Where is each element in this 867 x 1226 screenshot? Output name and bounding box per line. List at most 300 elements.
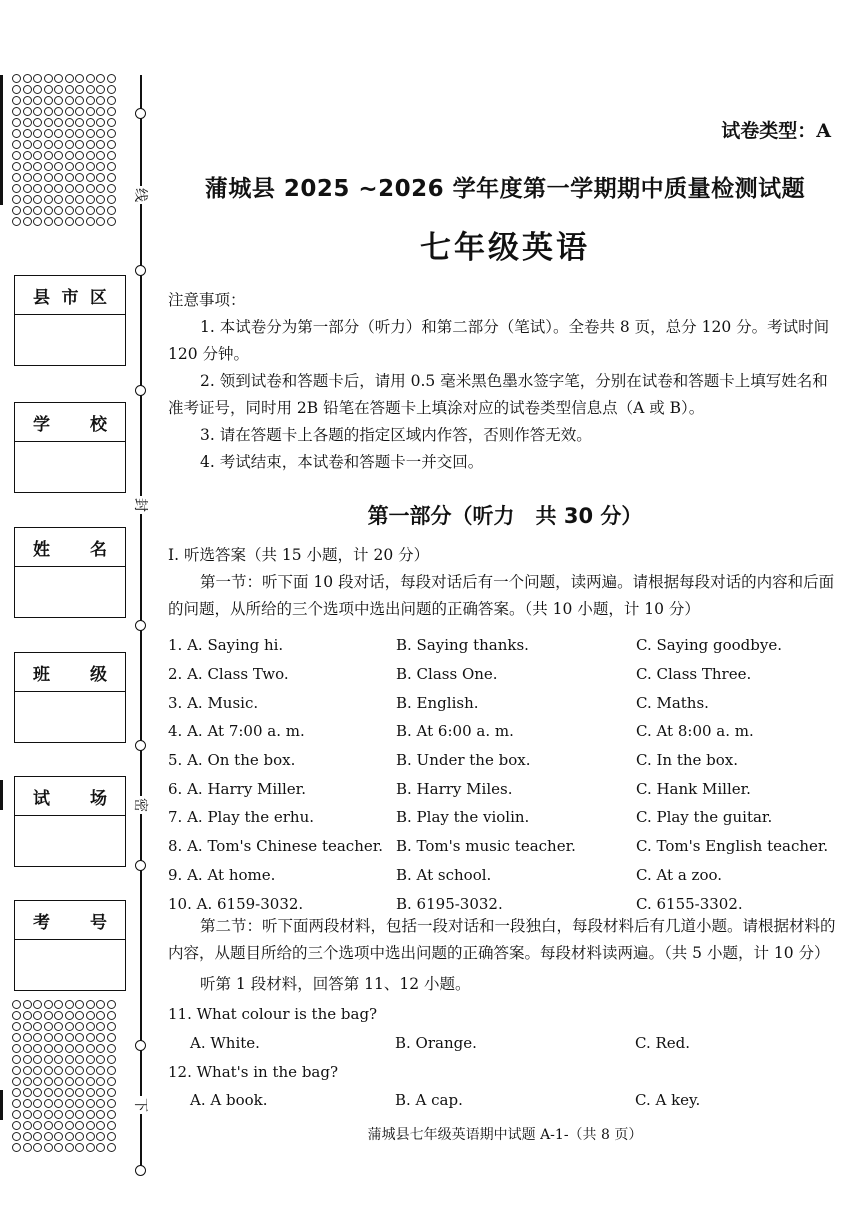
dot <box>107 1055 116 1064</box>
question-options <box>190 1034 690 1052</box>
dot <box>44 217 53 226</box>
dot <box>54 217 63 226</box>
dot <box>96 1088 105 1097</box>
dot <box>96 184 105 193</box>
dot <box>23 1121 32 1130</box>
dot <box>107 1033 116 1042</box>
dot <box>65 173 74 182</box>
page-footer: 蒲城县七年级英语期中试题 A-1-（共 8 页） <box>367 1127 643 1143</box>
binding-char: 线 <box>131 186 151 204</box>
listening-note: 听第 1 段材料，回答第 11、12 小题。 <box>200 975 471 993</box>
question-row <box>168 688 836 717</box>
dot <box>86 129 95 138</box>
dot <box>86 1022 95 1031</box>
name-box[interactable] <box>14 527 126 618</box>
option-a[interactable]: 6. A. Harry Miller. <box>168 779 306 798</box>
dot <box>86 85 95 94</box>
dot <box>96 1077 105 1086</box>
option-c[interactable]: C. At a zoo. <box>636 865 723 884</box>
question-row <box>168 631 836 660</box>
dot <box>54 1110 63 1119</box>
dot <box>75 1066 84 1075</box>
dot <box>12 1066 21 1075</box>
option-a[interactable]: 4. A. At 7:00 a. m. <box>168 722 305 741</box>
question-options <box>190 1091 700 1109</box>
dot <box>65 206 74 215</box>
dot <box>23 96 32 105</box>
dot <box>107 1000 116 1009</box>
dot <box>33 151 42 160</box>
dot <box>12 195 21 204</box>
edge-mark <box>0 1090 3 1120</box>
box-label: 班 <box>33 664 50 685</box>
dot <box>44 162 53 171</box>
dot <box>96 1022 105 1031</box>
dot <box>96 173 105 182</box>
dot <box>96 1044 105 1053</box>
option-b[interactable]: B. Orange. <box>395 1034 477 1052</box>
dot <box>12 1055 21 1064</box>
dot <box>75 1011 84 1020</box>
dot <box>44 1077 53 1086</box>
school-box[interactable] <box>14 402 126 493</box>
section-2 <box>168 913 836 967</box>
dot <box>86 151 95 160</box>
dot <box>65 107 74 116</box>
dot <box>107 1121 116 1130</box>
dot <box>44 151 53 160</box>
dot <box>96 1132 105 1141</box>
dot <box>44 140 53 149</box>
dot <box>23 195 32 204</box>
option-c[interactable]: C. Hank Miller. <box>636 779 751 798</box>
dot <box>54 1088 63 1097</box>
dot <box>44 74 53 83</box>
dot <box>65 217 74 226</box>
dot <box>12 1011 21 1020</box>
dot <box>75 195 84 204</box>
dot <box>107 129 116 138</box>
option-c[interactable]: C. At 8:00 a. m. <box>636 722 754 741</box>
dot <box>107 1099 116 1108</box>
dot <box>12 217 21 226</box>
dot <box>65 1121 74 1130</box>
binding-hole <box>135 385 146 396</box>
option-a[interactable]: 7. A. Play the erhu. <box>168 808 314 827</box>
paper-type: 试卷类型：A <box>721 120 831 142</box>
dot <box>33 140 42 149</box>
dot <box>54 118 63 127</box>
dot <box>23 1132 32 1141</box>
dot <box>54 1099 63 1108</box>
dot-pattern <box>12 1000 120 1152</box>
dot-pattern <box>12 74 120 226</box>
dot <box>75 74 84 83</box>
dot <box>33 1088 42 1097</box>
dot <box>65 1066 74 1075</box>
dot <box>33 1055 42 1064</box>
dot <box>54 1143 63 1152</box>
dot <box>86 107 95 116</box>
dot <box>23 140 32 149</box>
dot <box>33 1011 42 1020</box>
dot <box>33 217 42 226</box>
box-label: 名 <box>90 539 107 560</box>
box-label: 学 <box>33 414 50 435</box>
dot <box>44 1099 53 1108</box>
dot <box>75 107 84 116</box>
dot <box>54 184 63 193</box>
dot <box>33 1143 42 1152</box>
dot <box>75 1022 84 1031</box>
binding-hole <box>135 860 146 871</box>
option-a[interactable]: A. White. <box>190 1034 260 1052</box>
dot <box>23 1099 32 1108</box>
option-c[interactable]: C. Red. <box>635 1034 691 1052</box>
dot <box>44 1088 53 1097</box>
note-item: 2. 领到试卷和答题卡后，请用 0.5 毫米黑色墨水签字笔，分别在试卷和答题卡上填写姓名和准考证号，同时用 2B 铅笔在答题卡上填涂对应的试卷类型信息点（A 或 B）。 <box>168 372 828 417</box>
dot <box>96 1055 105 1064</box>
dot <box>86 1132 95 1141</box>
option-a[interactable]: 9. A. At home. <box>168 865 276 884</box>
dot <box>75 1044 84 1053</box>
option-c[interactable]: C. A key. <box>635 1091 701 1109</box>
binding-char: 密 <box>131 796 151 814</box>
dot <box>12 118 21 127</box>
dot <box>33 206 42 215</box>
dot <box>75 1055 84 1064</box>
dot <box>54 1033 63 1042</box>
dot <box>54 1000 63 1009</box>
dot <box>86 173 95 182</box>
dot <box>86 1143 95 1152</box>
dot <box>65 151 74 160</box>
dot <box>65 118 74 127</box>
dot <box>86 1077 95 1086</box>
dot <box>23 1044 32 1053</box>
dot <box>23 74 32 83</box>
dot <box>54 107 63 116</box>
box-label: 试 <box>33 788 50 809</box>
dot <box>65 1033 74 1042</box>
dot <box>107 162 116 171</box>
dot <box>12 151 21 160</box>
dot <box>44 1000 53 1009</box>
dot <box>107 1011 116 1020</box>
dot <box>65 184 74 193</box>
dot <box>107 1077 116 1086</box>
dot <box>107 85 116 94</box>
dot <box>33 1121 42 1130</box>
dot <box>107 184 116 193</box>
dot <box>65 1055 74 1064</box>
dot <box>107 118 116 127</box>
option-a[interactable]: 3. A. Music. <box>168 693 259 712</box>
dot <box>23 1055 32 1064</box>
dot <box>33 1033 42 1042</box>
dot <box>107 1132 116 1141</box>
option-b[interactable]: B. Tom's music teacher. <box>396 837 576 856</box>
dot <box>23 151 32 160</box>
option-c[interactable]: C. Class Three. <box>636 665 752 684</box>
dot <box>44 173 53 182</box>
question-row <box>168 660 836 689</box>
binding-hole <box>135 1040 146 1051</box>
option-b[interactable]: B. At school. <box>396 865 492 884</box>
section-1 <box>168 542 836 623</box>
dot <box>12 85 21 94</box>
option-b[interactable]: B. Saying thanks. <box>396 636 529 655</box>
dot <box>96 85 105 94</box>
dot <box>96 96 105 105</box>
box-label: 市 <box>61 287 79 308</box>
dot <box>107 1110 116 1119</box>
dot <box>44 1121 53 1130</box>
dot <box>12 162 21 171</box>
box-label: 校 <box>90 414 107 435</box>
option-a[interactable]: 8. A. Tom's Chinese teacher. <box>168 837 384 856</box>
dot <box>86 140 95 149</box>
binding-hole <box>135 108 146 119</box>
dot <box>54 1022 63 1031</box>
sub1-instruction: 第一节：听下面 10 段对话，每段对话后有一个问题，读两遍。请根据每段对话的内容和后面的问题，从所给的三个选项中选出问题的正确答案。（共 10 小题，计 10 分） <box>168 573 835 618</box>
dot <box>33 1066 42 1075</box>
dot <box>44 1066 53 1075</box>
exam-number-box[interactable] <box>14 900 126 991</box>
box-label: 号 <box>90 912 107 933</box>
dot <box>54 195 63 204</box>
dot <box>54 1044 63 1053</box>
option-c[interactable]: C. Saying goodbye. <box>636 636 782 655</box>
option-b[interactable]: B. At 6:00 a. m. <box>396 722 514 741</box>
dot <box>65 129 74 138</box>
dot <box>23 129 32 138</box>
option-b[interactable]: B. Under the box. <box>396 751 531 770</box>
binding-char: 封 <box>131 496 151 514</box>
question-row <box>168 861 836 890</box>
question-stem: 12. What's in the bag? <box>168 1063 339 1081</box>
dot <box>65 195 74 204</box>
option-a[interactable]: A. A book. <box>190 1091 268 1109</box>
question-row <box>168 717 836 746</box>
dot <box>75 1088 84 1097</box>
dot <box>54 1121 63 1130</box>
dot <box>75 118 84 127</box>
dot <box>75 96 84 105</box>
dot <box>75 1077 84 1086</box>
dot <box>107 107 116 116</box>
dot <box>12 1000 21 1009</box>
dot <box>54 1055 63 1064</box>
dot <box>23 1143 32 1152</box>
subject-title: 七年级英语 <box>420 230 590 266</box>
dot <box>23 107 32 116</box>
dot <box>86 1011 95 1020</box>
dot <box>44 96 53 105</box>
dot <box>107 1066 116 1075</box>
edge-mark <box>0 75 3 205</box>
note-item: 4. 考试结束，本试卷和答题卡一并交回。 <box>200 453 484 471</box>
dot <box>65 1110 74 1119</box>
option-c[interactable]: C. Play the guitar. <box>636 808 773 827</box>
dot <box>44 1055 53 1064</box>
option-c[interactable]: C. Tom's English teacher. <box>636 837 829 856</box>
dot <box>65 1044 74 1053</box>
dot <box>54 173 63 182</box>
option-c[interactable]: C. 6155-3302. <box>636 894 743 913</box>
dot <box>54 96 63 105</box>
option-a[interactable]: 10. A. 6159-3032. <box>168 894 304 913</box>
dot <box>96 217 105 226</box>
dot <box>12 1132 21 1141</box>
dot <box>12 1110 21 1119</box>
dot <box>75 85 84 94</box>
dot <box>86 74 95 83</box>
dot <box>23 1011 32 1020</box>
dot <box>65 96 74 105</box>
dot <box>12 1044 21 1053</box>
dot <box>33 1077 42 1086</box>
dot <box>75 151 84 160</box>
dot <box>33 195 42 204</box>
dot <box>33 173 42 182</box>
box-label: 场 <box>90 788 107 809</box>
dot <box>23 85 32 94</box>
dot <box>12 173 21 182</box>
dot <box>75 140 84 149</box>
dot <box>107 217 116 226</box>
dot <box>107 96 116 105</box>
dot <box>23 173 32 182</box>
dot <box>12 1121 21 1130</box>
box-label: 县 <box>33 287 50 308</box>
dot <box>107 206 116 215</box>
dot <box>44 195 53 204</box>
dot <box>86 162 95 171</box>
dot <box>96 162 105 171</box>
dot <box>12 96 21 105</box>
option-b[interactable]: B. Play the violin. <box>396 808 530 827</box>
option-b[interactable]: B. Harry Miles. <box>396 779 513 798</box>
dot <box>96 107 105 116</box>
question-row <box>168 774 836 803</box>
option-c[interactable]: C. In the box. <box>636 751 739 770</box>
dot <box>86 1088 95 1097</box>
dot <box>86 217 95 226</box>
dot <box>23 1033 32 1042</box>
dot <box>33 107 42 116</box>
dot <box>54 206 63 215</box>
option-b[interactable]: B. A cap. <box>395 1091 463 1109</box>
dot <box>33 85 42 94</box>
note-item: 3. 请在答题卡上各题的指定区域内作答，否则作答无效。 <box>200 426 592 444</box>
dot <box>75 162 84 171</box>
dot <box>86 1066 95 1075</box>
dot <box>12 1099 21 1108</box>
option-a[interactable]: 2. A. Class Two. <box>168 665 289 684</box>
box-label: 级 <box>90 664 107 685</box>
dot <box>54 1066 63 1075</box>
dot <box>86 118 95 127</box>
binding-hole <box>135 740 146 751</box>
dot <box>33 1132 42 1141</box>
dot <box>96 1143 105 1152</box>
option-a[interactable]: 5. A. On the box. <box>168 751 296 770</box>
dot <box>65 1077 74 1086</box>
dot <box>96 140 105 149</box>
exam-title: 蒲城县 2025 ~2026 学年度第一学期期中质量检测试题 <box>204 176 806 202</box>
exam-room-box[interactable] <box>14 776 126 867</box>
option-b[interactable]: B. English. <box>396 693 479 712</box>
class-box[interactable] <box>14 652 126 743</box>
dot <box>12 1088 21 1097</box>
question-stem: 11. What colour is the bag? <box>168 1005 378 1023</box>
dot <box>107 74 116 83</box>
binding-char: 下 <box>131 1096 151 1114</box>
binding-hole <box>135 1165 146 1176</box>
dot <box>86 96 95 105</box>
dot <box>65 1132 74 1141</box>
dot <box>12 1143 21 1152</box>
dot <box>86 1121 95 1130</box>
box-label: 考 <box>33 912 50 933</box>
dot <box>65 1022 74 1031</box>
binding-hole <box>135 620 146 631</box>
dot <box>23 1077 32 1086</box>
dot <box>44 1044 53 1053</box>
dot <box>12 129 21 138</box>
dot <box>23 217 32 226</box>
dot <box>96 1099 105 1108</box>
dot <box>12 1077 21 1086</box>
dot <box>75 173 84 182</box>
dot <box>44 85 53 94</box>
option-b[interactable]: B. 6195-3032. <box>396 894 503 913</box>
dot <box>107 151 116 160</box>
dot <box>107 195 116 204</box>
dot <box>86 184 95 193</box>
edge-mark <box>0 780 3 810</box>
dot <box>54 1077 63 1086</box>
dot <box>75 1099 84 1108</box>
dot <box>33 74 42 83</box>
dot <box>33 1044 42 1053</box>
dot <box>86 195 95 204</box>
dot <box>65 140 74 149</box>
county-box[interactable] <box>14 275 126 366</box>
dot <box>44 206 53 215</box>
option-a[interactable]: 1. A. Saying hi. <box>168 636 284 655</box>
dot <box>107 1088 116 1097</box>
option-c[interactable]: C. Maths. <box>636 693 709 712</box>
dot <box>107 1022 116 1031</box>
part-title: 第一部分（听力 共 30 分） <box>367 504 643 528</box>
dot <box>75 1033 84 1042</box>
dot <box>23 162 32 171</box>
dot <box>33 118 42 127</box>
note-item: 1. 本试卷分为第一部分（听力）和第二部分（笔试）。全卷共 8 页，总分 120 分。考试时间 120 分钟。 <box>168 318 830 363</box>
dot <box>96 1066 105 1075</box>
section-heading: Ⅰ. 听选答案（共 15 小题，计 20 分） <box>168 546 430 564</box>
dot <box>86 206 95 215</box>
question-row <box>168 832 836 861</box>
option-b[interactable]: B. Class One. <box>396 665 498 684</box>
question-row <box>168 746 836 775</box>
dot <box>23 1022 32 1031</box>
dot <box>65 162 74 171</box>
dot <box>54 74 63 83</box>
dot <box>54 140 63 149</box>
